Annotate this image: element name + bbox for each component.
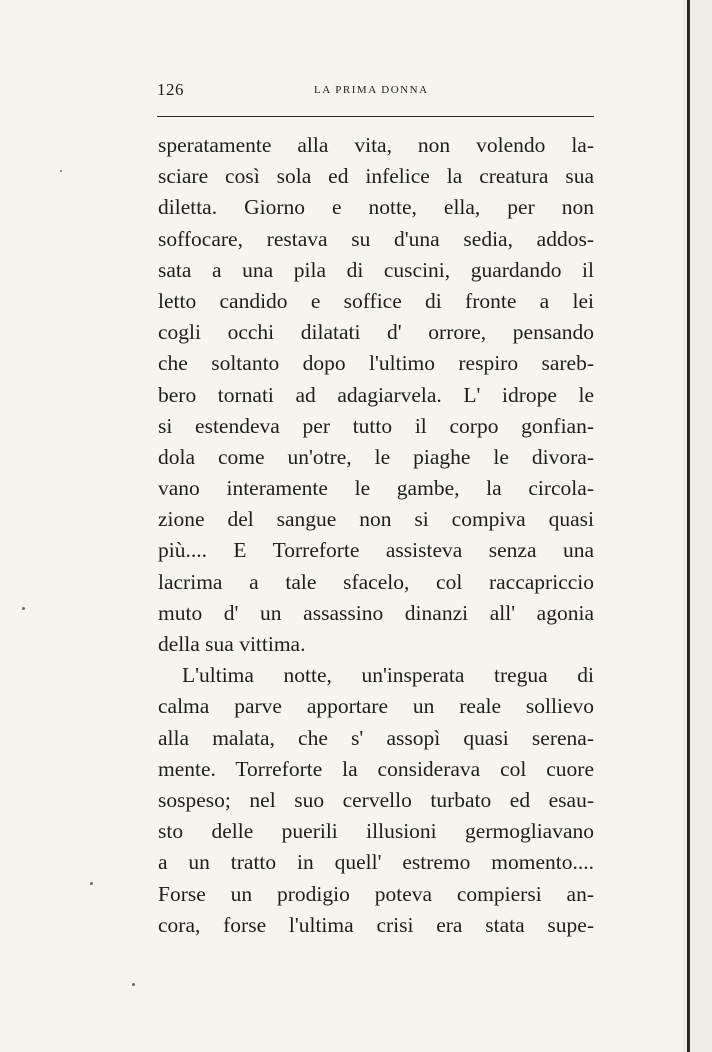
text-line: sospeso; nel suo cervello turbato ed esau- xyxy=(158,787,594,812)
text-line: cora, forse l'ultima crisi era stata supe- xyxy=(158,912,594,937)
paper-speck xyxy=(60,170,62,172)
text-line: vano interamente le gambe, la circola- xyxy=(158,476,594,501)
body-text xyxy=(158,130,594,941)
text-line: sciare così sola ed infelice la creatura sua xyxy=(158,164,594,189)
paper-speck xyxy=(90,882,93,885)
text-line: L'ultima notte, un'insperata tregua di xyxy=(182,663,594,688)
binding-edge xyxy=(687,0,690,1052)
text-line: mente. Torreforte la considerava col cuore xyxy=(158,756,594,781)
text-line: letto candido e soffice di fronte a lei xyxy=(158,288,594,313)
text-line: calma parve apportare un reale sollievo xyxy=(158,694,594,719)
text-line: zione del sangue non si compiva quasi xyxy=(158,507,594,532)
text-line: muto d' un assassino dinanzi all' agonia xyxy=(158,600,594,625)
text-line: soffocare, restava su d'una sedia, addos- xyxy=(158,226,594,251)
text-line: speratamente alla vita, non volendo la- xyxy=(158,133,594,157)
text-line: Forse un prodigio poteva compiersi an- xyxy=(158,881,594,906)
paper-speck xyxy=(132,983,135,986)
page-number: 126 xyxy=(157,80,184,99)
text-line: dola come un'otre, le piaghe le divora- xyxy=(158,444,594,469)
paragraph xyxy=(158,130,594,660)
text-line: che soltanto dopo l'ultimo respiro sareb- xyxy=(158,351,594,376)
running-title: LA PRIMA DONNA xyxy=(314,84,429,96)
text-line: lacrima a tale sfacelo, col raccapriccio xyxy=(158,569,594,594)
text-line: alla malata, che s' assopì quasi serena- xyxy=(158,725,594,750)
text-line: bero tornati ad adagiarvela. L' idrope le xyxy=(158,382,594,407)
text-line: più.... E Torreforte assisteva senza una xyxy=(158,538,594,563)
text-line: si estendeva per tutto il corpo gonfian- xyxy=(158,413,594,438)
page-header xyxy=(157,80,594,102)
text-line: a un tratto in quell' estremo momento.... xyxy=(158,850,594,875)
paper-speck xyxy=(22,607,25,610)
text-line: cogli occhi dilatati d' orrore, pensando xyxy=(158,320,594,345)
text-line: sto delle puerili illusioni germogliavano xyxy=(158,819,594,844)
text-line: della sua vittima. xyxy=(158,632,306,656)
text-line: sata a una pila di cuscini, guardando il xyxy=(158,257,594,282)
text-line: diletta. Giorno e notte, ella, per non xyxy=(158,195,594,220)
header-rule xyxy=(157,116,594,117)
paragraph xyxy=(158,660,594,941)
